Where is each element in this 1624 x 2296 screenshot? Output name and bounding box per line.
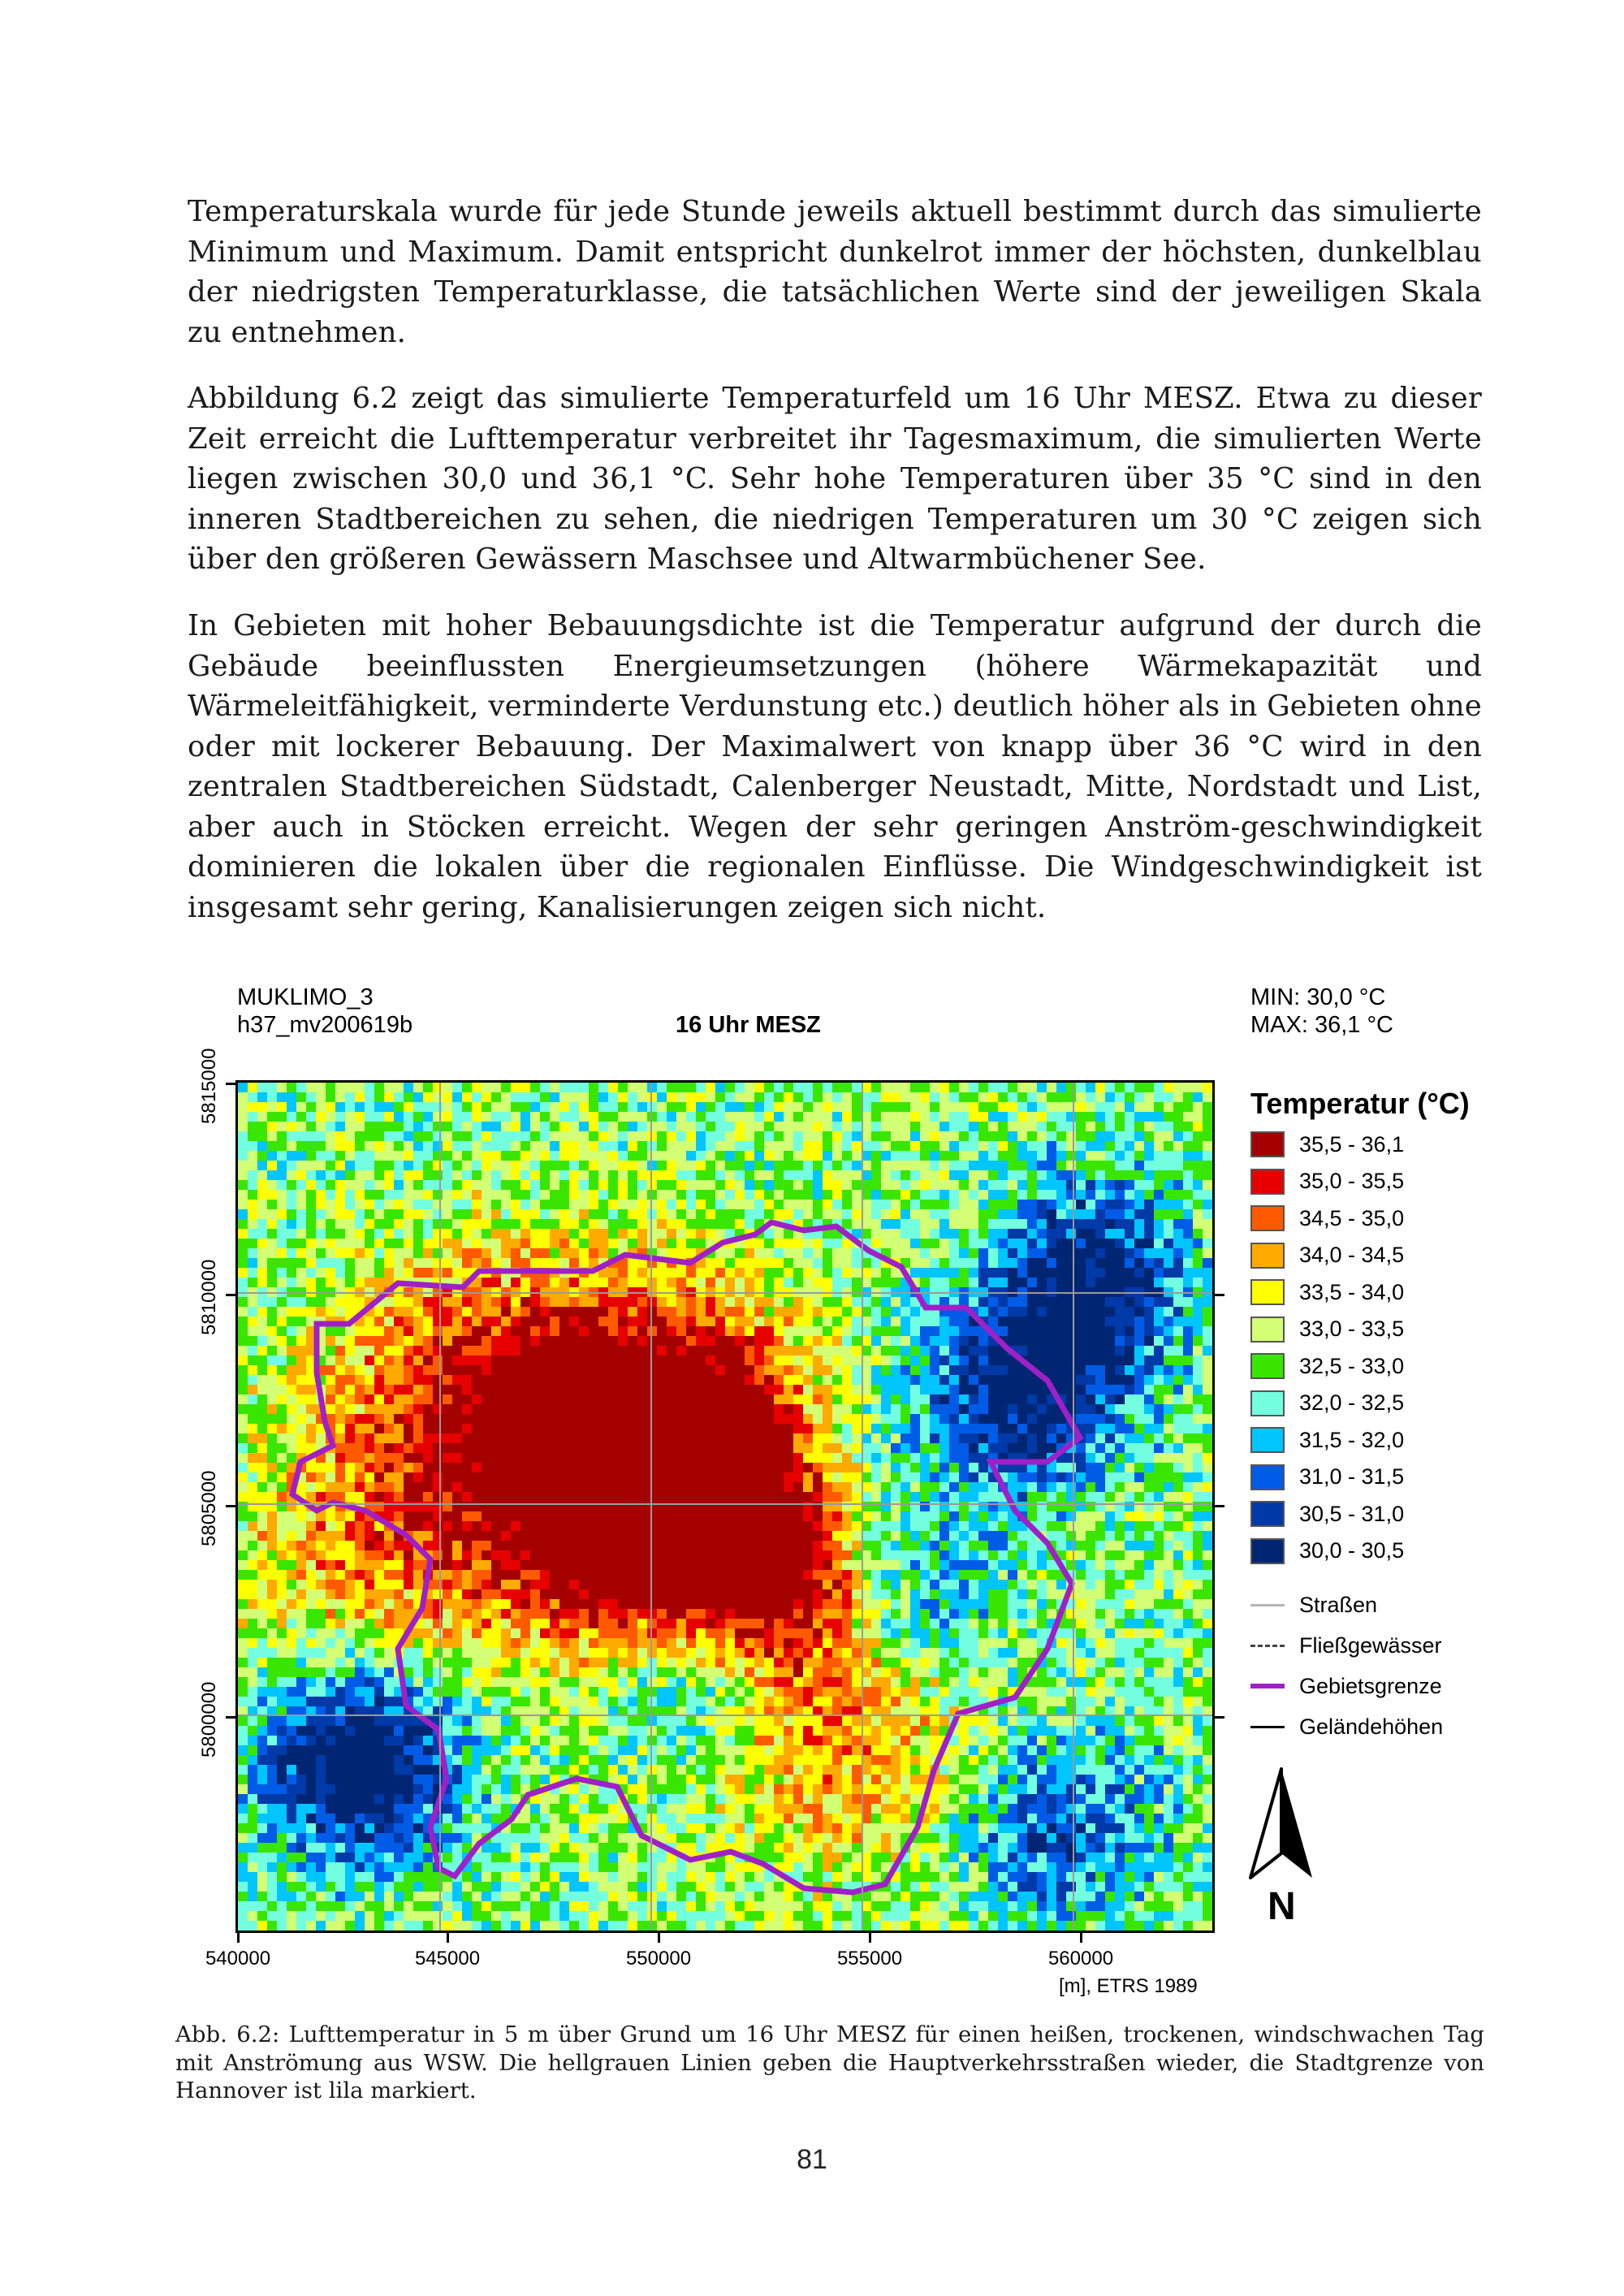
legend-class-row — [1250, 1166, 1404, 1197]
legend-class-label: 35,5 - 36,1 — [1299, 1131, 1405, 1157]
figure-caption: Abb. 6.2: Lufttemperatur in 5 m über Grund um 16 Uhr MESZ für einen heißen, trockenen, windschwachen Tag mit Anströmung aus WSW. Die hellgrauen Linien geben die Hauptverkehrsstraßen wieder, die Stadtgrenze von Hannover ist lila markiert. — [175, 2021, 1484, 2104]
legend-class-row — [1250, 1498, 1404, 1529]
legend-class-row — [1250, 1462, 1404, 1493]
legend-class-label: 31,5 - 32,0 — [1299, 1427, 1405, 1452]
x-tick-label: 540000 — [205, 1948, 271, 1970]
legend-class-row — [1250, 1240, 1404, 1271]
y-tick-label: 5815000 — [198, 1048, 220, 1124]
tick-mark — [226, 1505, 237, 1507]
tick-mark — [658, 1931, 660, 1943]
legend-swatch — [1250, 1390, 1285, 1416]
legend-title: Temperatur (°C) — [1250, 1087, 1470, 1120]
tick-mark — [1213, 1716, 1224, 1719]
legend-line-row — [1250, 1630, 1442, 1661]
legend-class-row — [1250, 1203, 1404, 1234]
north-arrow-icon — [1241, 1762, 1322, 1900]
legend-swatch — [1250, 1464, 1285, 1490]
legend-class-row — [1250, 1314, 1404, 1345]
legend-class-label: 31,0 - 31,5 — [1299, 1464, 1405, 1489]
legend-class-label: 33,5 - 34,0 — [1299, 1279, 1405, 1304]
tick-mark — [226, 1294, 237, 1296]
legend-swatch — [1250, 1243, 1285, 1269]
figure-min-label: MIN: 30,0 °C — [1250, 984, 1386, 1010]
legend-line-symbol — [1250, 1645, 1285, 1647]
tick-mark — [1080, 1931, 1082, 1943]
map-frame — [235, 1080, 1215, 1933]
x-tick-label: 560000 — [1047, 1948, 1114, 1970]
legend-swatch — [1250, 1501, 1285, 1527]
tick-mark — [226, 1716, 237, 1719]
legend-line-symbol — [1250, 1726, 1285, 1728]
legend-class-row — [1250, 1129, 1404, 1160]
body-paragraph-2: Abbildung 6.2 zeigt das simulierte Temperaturfeld um 16 Uhr MESZ. Etwa zu dieser Zeit erreicht die Lufttemperatur verbreitet ihr Tagesmaximum, die simulierten Werte liegen zwischen 30,0 und 36,1 °C. Sehr hohe Temperaturen über 35 °C sind in den inneren Stadtbereichen zu sehen, die niedrigen Temperaturen um 30 °C zeigen sich über den größeren Gewässern Maschsee und Altwarmbüchener See. — [188, 382, 1482, 576]
tick-mark — [237, 1931, 240, 1943]
y-tick-label: 5800000 — [198, 1681, 220, 1758]
legend-class-label: 34,0 - 34,5 — [1299, 1243, 1405, 1267]
legend-line-symbol — [1250, 1604, 1285, 1606]
legend-class-label: 30,5 - 31,0 — [1299, 1501, 1405, 1526]
x-tick-label: 555000 — [836, 1948, 903, 1970]
legend-line-row — [1250, 1671, 1442, 1701]
y-tick-label: 5810000 — [198, 1259, 220, 1335]
legend-class-label: 35,0 - 35,5 — [1299, 1169, 1405, 1193]
legend-class-label: 32,0 - 32,5 — [1299, 1390, 1405, 1415]
legend-class-row — [1250, 1388, 1404, 1419]
legend-swatch — [1250, 1169, 1285, 1195]
tick-mark — [869, 1931, 871, 1943]
legend-swatch — [1250, 1317, 1285, 1343]
legend-line-symbol — [1250, 1684, 1285, 1688]
legend-swatch — [1250, 1353, 1285, 1379]
legend-swatch — [1250, 1131, 1285, 1157]
legend-line-label: Geländehöhen — [1299, 1714, 1444, 1739]
legend-line-label: Fließgewässer — [1299, 1632, 1442, 1658]
legend-class-label: 33,0 - 33,5 — [1299, 1317, 1405, 1341]
page-number: 81 — [797, 2144, 827, 2175]
legend-swatch — [1250, 1205, 1285, 1231]
figure-run-id: h37_mv200619b — [237, 1012, 413, 1038]
x-tick-label: 545000 — [414, 1948, 481, 1970]
tick-mark — [226, 1083, 237, 1085]
legend-line-label: Gebietsgrenze — [1299, 1673, 1442, 1698]
legend-line-label: Straßen — [1299, 1592, 1378, 1617]
figure-max-label: MAX: 36,1 °C — [1250, 1012, 1393, 1038]
legend-class-label: 34,5 - 35,0 — [1299, 1205, 1405, 1230]
legend-class-label: 32,5 - 33,0 — [1299, 1353, 1405, 1378]
north-label: N — [1268, 1885, 1296, 1928]
y-tick-label: 5805000 — [198, 1470, 220, 1546]
body-paragraph-1: Temperaturskala wurde für jede Stunde jeweils aktuell bestimmt durch das simulierte Minimum und Maximum. Damit entspricht dunkelrot immer der höchsten, dunkelblau der niedrigsten Temperaturklasse, die tatsächlichen Werte sind der jeweiligen Skala zu entnehmen. — [188, 195, 1482, 349]
legend-swatch — [1250, 1538, 1285, 1564]
tick-mark — [1213, 1505, 1224, 1507]
figure-time-title: 16 Uhr MESZ — [676, 1012, 821, 1038]
x-tick-label: 550000 — [625, 1948, 692, 1970]
tick-mark — [1213, 1294, 1224, 1296]
figure-model-label: MUKLIMO_3 — [237, 984, 374, 1010]
crs-label: [m], ETRS 1989 — [1059, 1975, 1198, 1997]
body-paragraph-3: In Gebieten mit hoher Bebauungsdichte ist die Temperatur aufgrund der durch die Gebäude beeinflussten Energieumsetzungen (höhere Wärmekapazität und Wärmeleitfähigkeit, verminderte Verdunstung etc.) deutlich höher als in Gebieten ohne oder mit lockerer Bebauung. Der Maximalwert von knapp über 36 °C wird in den zentralen Stadtbereichen Südstadt, Calenberger Neustadt, Mitte, Nordstadt und List, aber auch in Stöcken erreicht. Wegen der sehr geringen Anström-geschwindigkeit dominieren die lokalen über die regionalen Einflüsse. Die Windgeschwindigkeit ist insgesamt sehr gering, Kanalisierungen zeigen sich nicht. — [188, 609, 1482, 924]
legend-class-label: 30,0 - 30,5 — [1299, 1538, 1405, 1563]
legend-swatch — [1250, 1427, 1285, 1453]
legend-class-row — [1250, 1277, 1404, 1308]
tick-mark — [447, 1931, 449, 1943]
legend-line-row — [1250, 1711, 1443, 1742]
legend-class-row — [1250, 1536, 1404, 1567]
legend-swatch — [1250, 1279, 1285, 1305]
legend-class-row — [1250, 1351, 1404, 1381]
legend-class-row — [1250, 1425, 1404, 1455]
legend-line-row — [1250, 1589, 1377, 1620]
